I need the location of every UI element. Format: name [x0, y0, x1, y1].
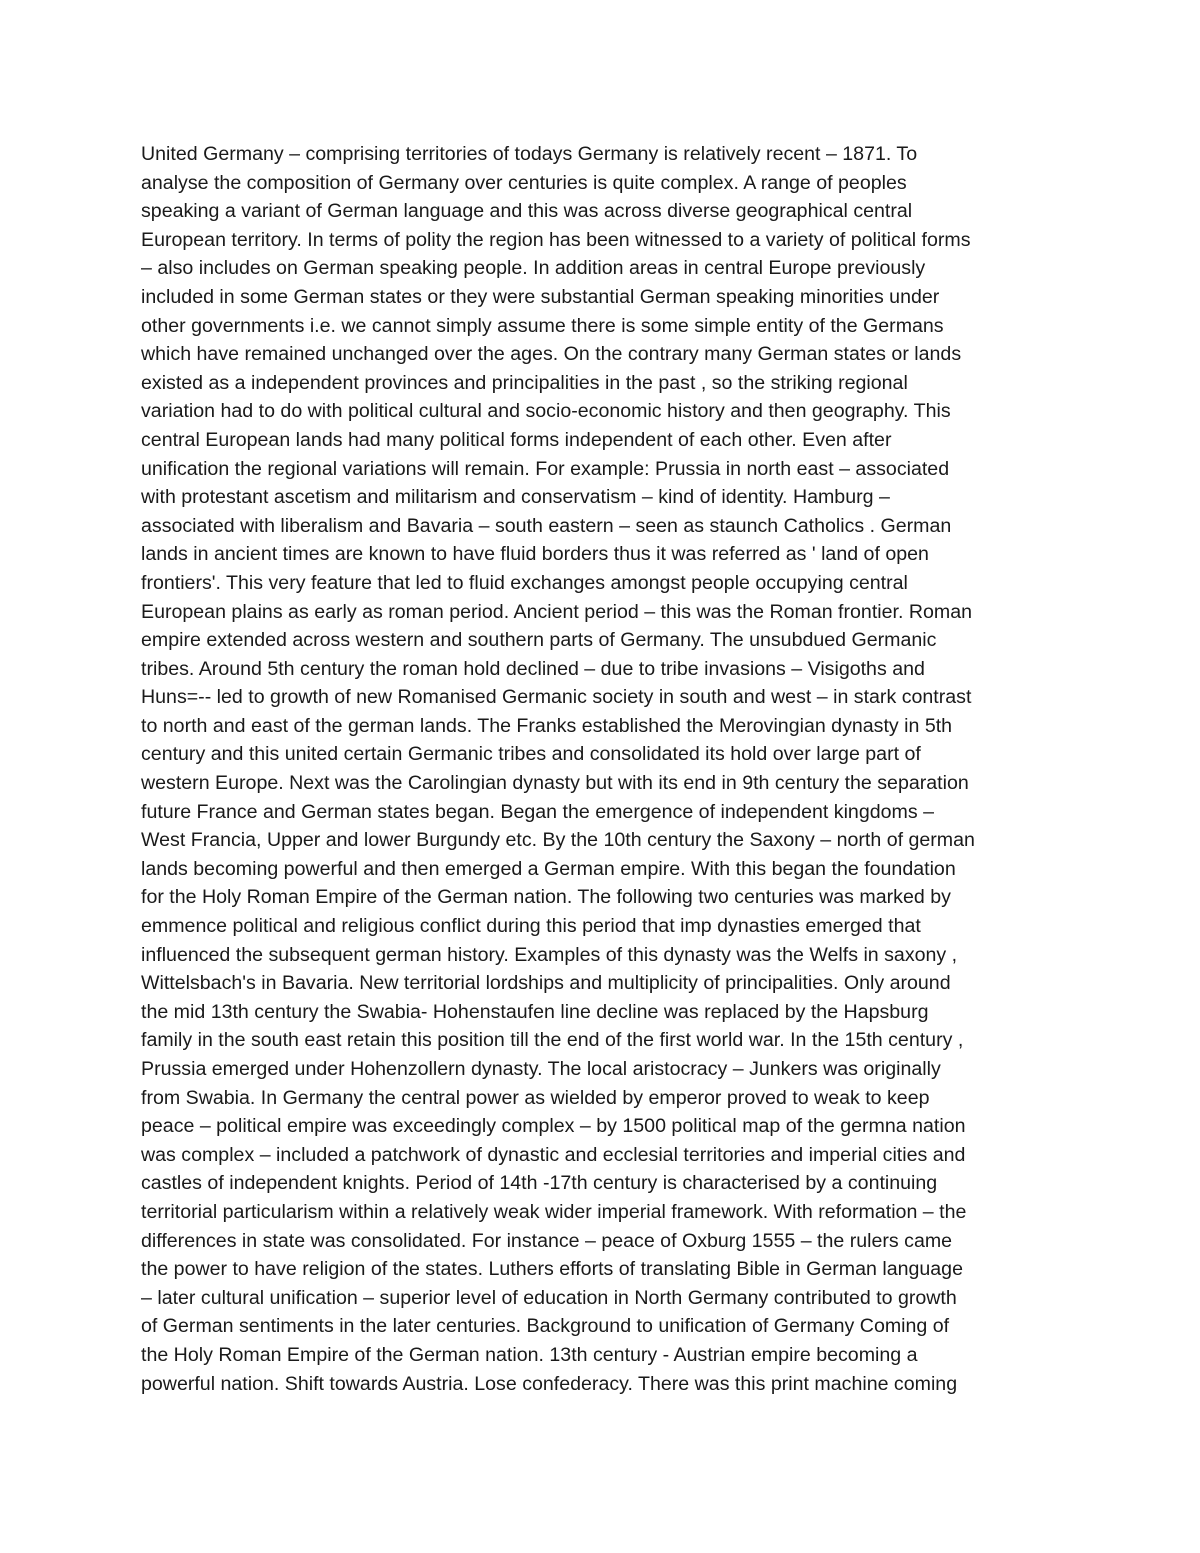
text-line: western Europe. Next was the Carolingian dynasty but with its end in 9th century the separation	[141, 772, 969, 795]
text-line: variation had to do with political cultural and socio-economic history and then geography. This	[141, 400, 951, 423]
text-line: speaking a variant of German language and this was across diverse geographical central	[141, 200, 913, 223]
body-paragraph	[141, 140, 1101, 1398]
text-line: with protestant ascetism and militarism and conservatism – kind of identity. Hamburg –	[141, 486, 890, 509]
text-line: – later cultural unification – superior level of education in North Germany contributed to growth	[141, 1286, 957, 1309]
text-line: emmence political and religious conflict during this period that imp dynasties emerged that	[141, 915, 921, 938]
text-line: differences in state was consolidated. For instance – peace of Oxburg 1555 – the rulers came	[141, 1229, 953, 1252]
text-line: Prussia emerged under Hohenzollern dynasty. The local aristocracy – Junkers was originally	[141, 1058, 941, 1080]
text-line: which have remained unchanged over the ages. On the contrary many German states or lands	[141, 343, 962, 366]
text-line: the Holy Roman Empire of the German nation. 13th century - Austrian empire becoming a	[141, 1343, 918, 1366]
text-line: other governments i.e. we cannot simply assume there is some simple entity of the Germans	[141, 314, 944, 337]
text-line: included in some German states or they were substantial German speaking minorities under	[141, 285, 940, 308]
text-line: powerful nation. Shift towards Austria. Lose confederacy. There was this print machine coming	[141, 1372, 958, 1395]
text-line: West Francia, Upper and lower Burgundy etc. By the 10th century the Saxony – north of german	[141, 829, 975, 852]
text-line: – also includes on German speaking people. In addition areas in central Europe previously	[141, 257, 926, 280]
text-line: empire extended across western and southern parts of Germany. The unsubdued Germanic	[141, 629, 937, 652]
text-line: United Germany – comprising territories of todays Germany is relatively recent – 1871. To	[141, 143, 918, 165]
text-line: associated with liberalism and Bavaria – south eastern – seen as staunch Catholics . German	[141, 514, 952, 537]
text-line: lands in ancient times are known to have fluid borders thus it was referred as ' land of open	[141, 543, 929, 566]
text-line: castles of independent knights. Period of 14th -17th century is characterised by a continuing	[141, 1172, 938, 1195]
text-line: the power to have religion of the states. Luthers efforts of translating Bible in German language	[141, 1258, 963, 1281]
text-line: future France and German states began. Began the emergence of independent kingdoms –	[141, 800, 934, 823]
text-line: central European lands had many political forms independent of each other. Even after	[141, 428, 892, 451]
text-line: Huns=-- led to growth of new Romanised Germanic society in south and west – in stark contrast	[141, 686, 972, 709]
text-line: family in the south east retain this position till the end of the first world war. In the 15th century ,	[141, 1029, 964, 1052]
text-line: European plains as early as roman period. Ancient period – this was the Roman frontier. Roman	[141, 600, 973, 623]
text-line: Wittelsbach's in Bavaria. New territorial lordships and multiplicity of principalities. Only around	[141, 972, 951, 995]
text-line: was complex – included a patchwork of dynastic and ecclesial territories and imperial cities and	[141, 1143, 966, 1166]
text-line: European territory. In terms of polity the region has been witnessed to a variety of political forms	[141, 228, 971, 251]
text-line: tribes. Around 5th century the roman hold declined – due to tribe invasions – Visigoths and	[141, 657, 925, 680]
text-line: to north and east of the german lands. The Franks established the Merovingian dynasty in 5th	[141, 714, 953, 737]
text-line: influenced the subsequent german history. Examples of this dynasty was the Welfs in saxony ,	[141, 943, 958, 966]
text-line: lands becoming powerful and then emerged a German empire. With this began the foundation	[141, 857, 956, 880]
text-line: for the Holy Roman Empire of the German nation. The following two centuries was marked by	[141, 886, 951, 909]
text-line: territorial particularism within a relatively weak wider imperial framework. With reformation – the	[141, 1200, 967, 1223]
text-line: of German sentiments in the later centuries. Background to unification of Germany Coming of	[141, 1315, 950, 1338]
text-line: analyse the composition of Germany over centuries is quite complex. A range of peoples	[141, 171, 907, 194]
text-line: the mid 13th century the Swabia- Hohenstaufen line decline was replaced by the Hapsburg	[141, 1000, 929, 1023]
text-line: from Swabia. In Germany the central power as wielded by emperor proved to weak to keep	[141, 1086, 930, 1109]
text-line: existed as a independent provinces and principalities in the past , so the striking regional	[141, 371, 908, 394]
text-line: peace – political empire was exceedingly complex – by 1500 political map of the germna nation	[141, 1115, 966, 1138]
text-line: unification the regional variations will remain. For example: Prussia in north east – associated	[141, 457, 950, 480]
text-line: frontiers'. This very feature that led to fluid exchanges amongst people occupying central	[141, 571, 908, 594]
text-line: century and this united certain Germanic tribes and consolidated its hold over large part of	[141, 743, 921, 766]
